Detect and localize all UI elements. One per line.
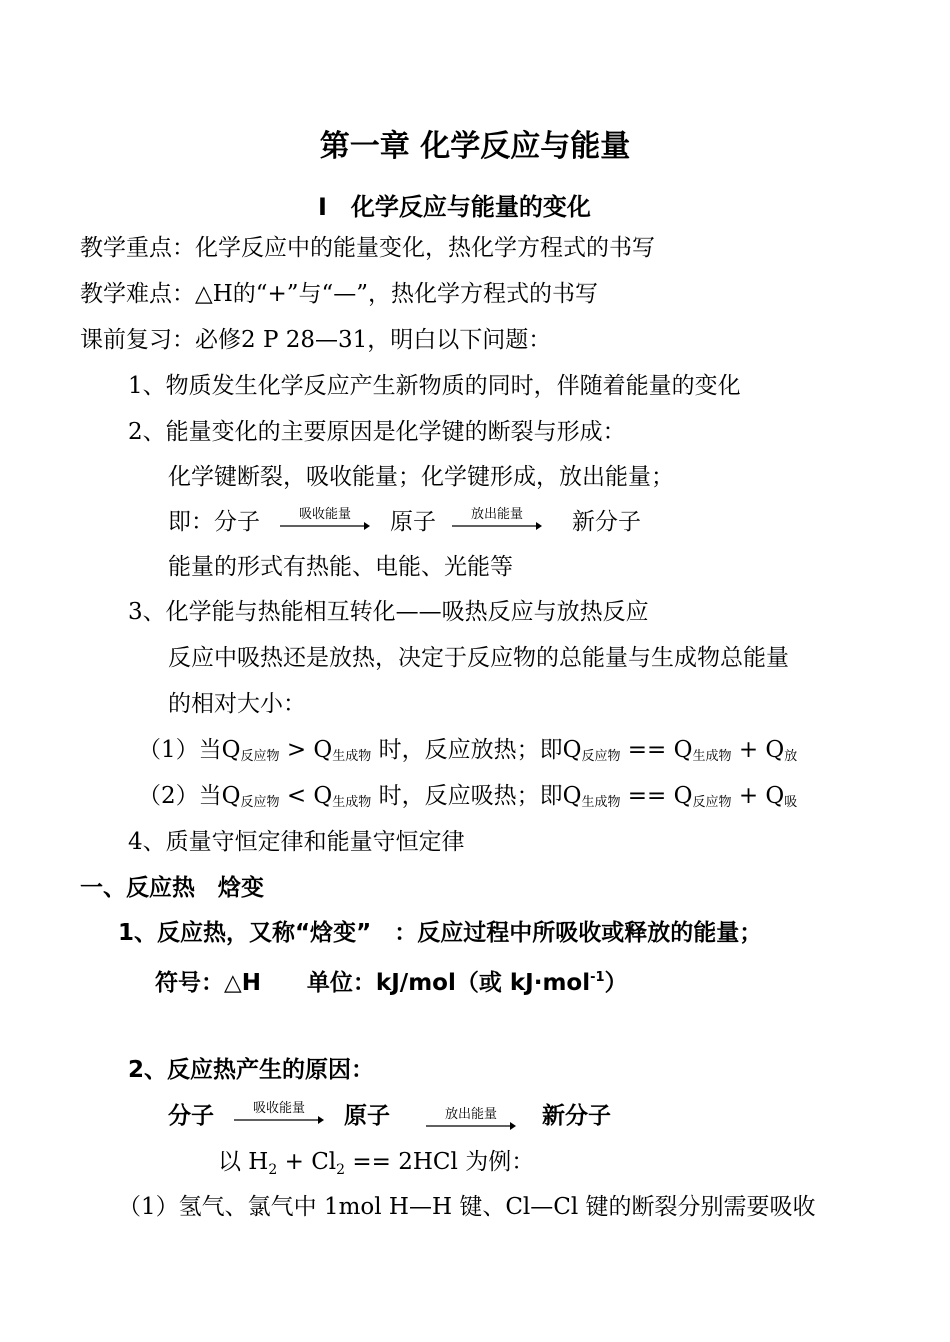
scheme-end: 新分子 [572,509,641,535]
case-text: > Q [279,737,333,763]
symbol-unit-line [155,963,628,998]
case-text: + Q [731,783,785,809]
scheme-middle: 原子 [344,1103,390,1129]
teaching-difficulty: 教学难点：△H的“+”与“—”，热化学方程式的书写 [80,281,599,307]
arrow-icon [280,521,370,531]
cause-scheme [168,1101,611,1131]
release-arrow [426,1107,516,1137]
subscript: 2 [268,1162,278,1178]
subscript: 生成物 [332,795,372,810]
review-item-3: 3、化学能与热能相互转化——吸热反应与放热反应 [128,599,649,625]
scheme-prefix: 即：分子 [168,509,260,535]
superscript: -1 [590,970,605,985]
part-1-heading: 一、反应热 焓变 [80,875,264,901]
teaching-focus: 教学重点：化学反应中的能量变化，热化学方程式的书写 [80,235,655,261]
example-text: + Cl [277,1149,337,1175]
release-arrow-label: 放出能量 [470,507,523,522]
review-item-2: 2、能量变化的主要原因是化学键的断裂与形成： [128,419,626,445]
case-text: == Q [620,737,693,763]
absorb-arrow-label: 吸收能量 [252,1101,305,1116]
example-text: == 2HCl 为例： [345,1149,535,1175]
case-text: == Q [620,783,693,809]
pre-class-review: 课前复习：必修2 P 28—31，明白以下问题： [80,327,552,353]
release-arrow-label: 放出能量 [444,1107,497,1122]
subscript: 反应物 [692,795,732,810]
subscript: 反应物 [240,749,280,764]
subscript: 反应物 [581,749,621,764]
absorb-arrow-label: 吸收能量 [298,507,351,522]
example-line [218,1147,534,1185]
case-text: 时，反应吸热；即Q [371,783,582,809]
symbol-unit-text: 符号：△H 单位：kJ/mol（或 kJ·mol [155,970,591,996]
cause-heading: 2、反应热产生的原因： [128,1057,375,1083]
exothermic-case [138,735,797,772]
subscript: 生成物 [692,749,732,764]
symbol-unit-text: ） [604,970,628,996]
review-item-3-detail-a: 反应中吸热还是放热，决定于反应物的总能量与生成物总能量 [168,645,789,671]
subscript: 放 [784,749,798,764]
case-text: （1）当Q [138,737,241,763]
release-arrow [452,507,542,537]
absorb-arrow [234,1101,324,1131]
subscript: 生成物 [581,795,621,810]
absorb-arrow [280,507,370,537]
subscript: 吸 [784,795,798,810]
scheme-start: 分子 [168,1103,214,1129]
review-item-4: 4、质量守恒定律和能量守恒定律 [128,829,465,855]
scheme-end: 新分子 [542,1103,611,1129]
subscript: 反应物 [240,795,280,810]
case-text: （2）当Q [138,783,241,809]
case-text: 时，反应放热；即Q [371,737,582,763]
subscript: 生成物 [332,749,372,764]
reaction-heat-definition: 1、反应热，又称“焓变” ：反应过程中所吸收或释放的能量； [118,920,763,946]
review-item-1: 1、物质发生化学反应产生新物质的同时，伴随着能量的变化 [128,373,741,399]
review-item-2-detail: 化学键断裂，吸收能量；化学键形成，放出能量； [168,464,674,490]
subscript: 2 [336,1162,346,1178]
arrow-icon [452,521,542,531]
bond-breaking-line: （1）氢气、氯气中 1mol H—H 键、Cl—Cl 键的断裂分别需要吸收 [118,1194,816,1220]
scheme-middle: 原子 [390,509,436,535]
case-text: + Q [731,737,785,763]
arrow-icon [426,1121,516,1131]
example-text: 以 H [218,1149,269,1175]
section-title: Ⅰ 化学反应与能量的变化 [318,193,591,221]
review-item-3-detail-b: 的相对大小： [168,691,306,717]
chapter-title: 第一章 化学反应与能量 [319,129,631,164]
endothermic-case [138,781,797,818]
arrow-icon [234,1115,324,1125]
case-text: < Q [279,783,333,809]
energy-scheme [168,507,641,537]
energy-forms: 能量的形式有热能、电能、光能等 [168,554,513,580]
